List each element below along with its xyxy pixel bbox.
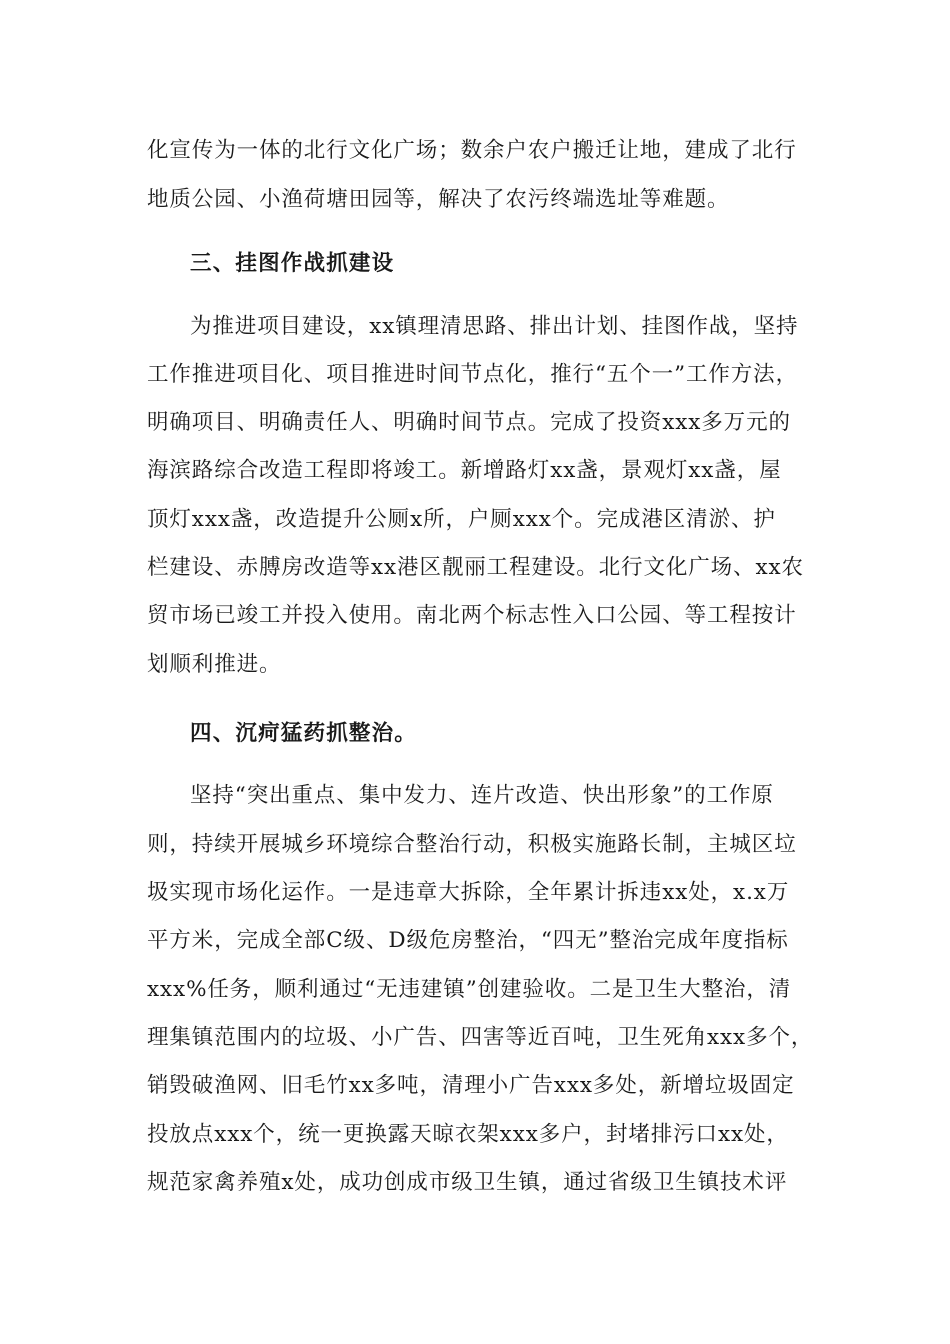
paragraph-line: 圾实现市场化运作。一是违章大拆除，全年累计拆违xx处，x.x万 — [147, 880, 790, 905]
paragraph-line: 栏建设、赤膊房改造等xx港区靓丽工程建设。北行文化广场、xx农 — [147, 555, 804, 580]
paragraph-line: 海滨路综合改造工程即将竣工。新增路灯xx盏，景观灯xx盏，屋 — [147, 458, 782, 483]
paragraph-line: 销毁破渔网、旧毛竹xx多吨，清理小广告xxx多处，新增垃圾固定 — [147, 1073, 795, 1098]
paragraph-line: 规范家禽养殖x处，成功创成市级卫生镇，通过省级卫生镇技术评 — [147, 1170, 788, 1195]
paragraph-line: 顶灯xxx盏，改造提升公厕x所，户厕xxx个。完成港区清淤、护 — [147, 507, 776, 532]
paragraph-line: 为推进项目建设，xx镇理清思路、排出计划、挂图作战，坚持 — [190, 314, 799, 339]
paragraph-line: 坚持“突出重点、集中发力、连片改造、快出形象”的工作原 — [190, 783, 774, 808]
paragraph-line: 平方米，完成全部C级、D级危房整治，“四无”整治完成年度指标 — [147, 928, 789, 953]
paragraph-line: 化宣传为一体的北行文化广场；数余户农户搬迁让地，建成了北行 — [147, 138, 797, 163]
paragraph-line: 则，持续开展城乡环境综合整治行动，积极实施路长制，主城区垃 — [147, 832, 797, 857]
paragraph-line: xxx%任务，顺利通过“无违建镇”创建验收。二是卫生大整治，清 — [147, 977, 792, 1002]
section-heading-3: 三、挂图作战抓建设 — [190, 251, 395, 276]
paragraph-line: 地质公园、小渔荷塘田园等，解决了农污终端选址等难题。 — [147, 187, 730, 212]
paragraph-line: 投放点xxx个，统一更换露天晾衣架xxx多户，封堵排污口xx处， — [147, 1122, 789, 1147]
paragraph-line: 工作推进项目化、项目推进时间节点化，推行“五个一”工作方法， — [147, 362, 798, 387]
paragraph-line: 贸市场已竣工并投入使用。南北两个标志性入口公园、等工程按计 — [147, 603, 797, 628]
paragraph-line: 明确项目、明确责任人、明确时间节点。完成了投资xxx多万元的 — [147, 410, 791, 435]
section-heading-4: 四、沉疴猛药抓整治。 — [190, 721, 418, 746]
paragraph-line: 理集镇范围内的垃圾、小广告、四害等近百吨，卫生死角xxx多个， — [147, 1025, 814, 1050]
paragraph-line: 划顺利推进。 — [147, 652, 282, 677]
